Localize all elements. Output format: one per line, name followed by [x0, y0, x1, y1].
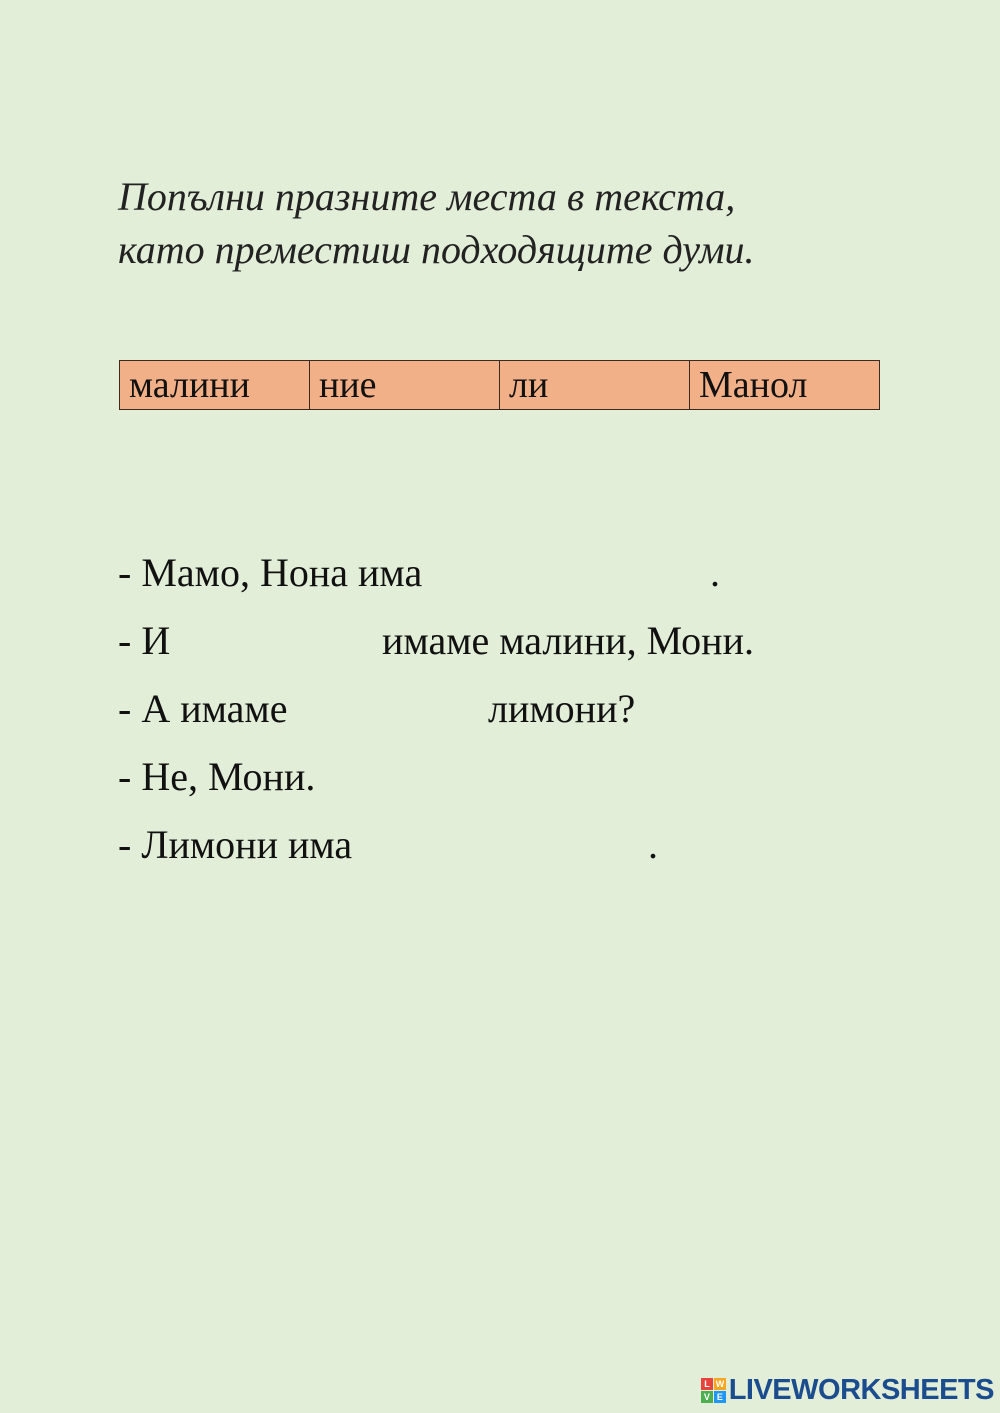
drop-zone-5[interactable] — [376, 822, 644, 868]
liveworksheets-logo — [701, 1374, 994, 1407]
draggable-word-manol[interactable]: Манол — [690, 361, 879, 409]
sentence-1-end: . — [710, 550, 720, 595]
logo-icon: L W V E — [701, 1378, 726, 1403]
sentence-5-end: . — [648, 822, 658, 867]
instructions-line-1: Попълни празните места в текста, — [118, 174, 736, 219]
sentence-2-end: имаме малини, Мони. — [382, 618, 754, 663]
word-bank — [119, 360, 880, 410]
drop-zone-2[interactable] — [180, 618, 380, 664]
instructions — [118, 170, 878, 276]
brand-name: LIVEWORKSHEETS — [728, 1374, 994, 1406]
sentence-3-start: - А имаме — [118, 686, 288, 731]
drop-zone-3[interactable] — [308, 686, 484, 732]
drop-zone-1[interactable] — [454, 550, 710, 596]
sentence-5-start: - Лимони има — [118, 822, 353, 867]
sentence-2-start: - И — [118, 618, 171, 663]
draggable-word-nie[interactable]: ние — [310, 361, 500, 409]
sentence-1-start: - Мамо, Нона има — [118, 550, 423, 595]
draggable-word-malini[interactable]: малини — [120, 361, 310, 409]
draggable-word-li[interactable]: ли — [500, 361, 690, 409]
sentence-4-start: - Не, Мони. — [118, 754, 316, 799]
sentence-3-end: лимони? — [488, 686, 636, 731]
instructions-line-2: като преместиш подходящите думи. — [118, 227, 755, 272]
